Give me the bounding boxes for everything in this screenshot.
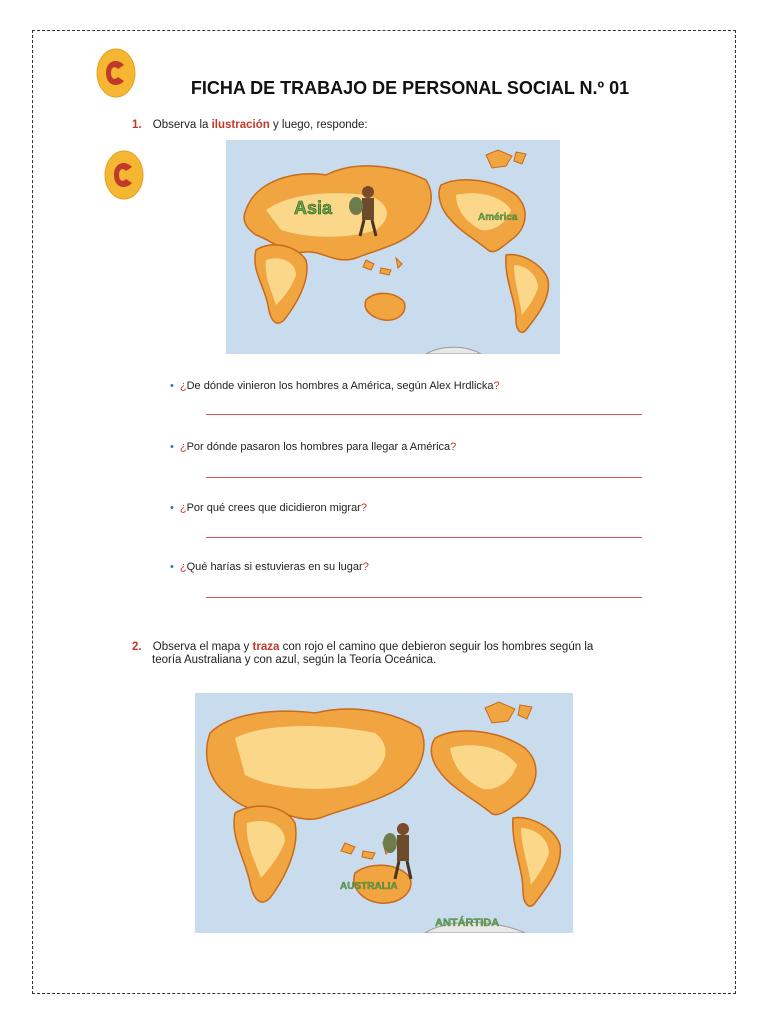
question-number: 2.	[132, 641, 142, 653]
question-bullet: • ¿Por dónde pasaron los hombres para llegar a América?	[170, 441, 457, 453]
answer-line[interactable]	[206, 537, 642, 538]
map-label-australia: AUSTRALIA	[340, 881, 398, 892]
question-1	[132, 118, 368, 133]
answer-line[interactable]	[206, 414, 642, 415]
question-highlight: ilustración	[211, 119, 270, 131]
question-text: y luego, responde:	[272, 119, 368, 131]
question-2-line-2: teoría Australiana y con azul, según la Teoría Oceánica.	[152, 654, 437, 666]
question-text: Observa la	[152, 119, 209, 131]
bullet-dot-icon: •	[170, 502, 174, 514]
bullet-dot-icon: •	[170, 441, 174, 453]
map-label-antartida: ANTÁRTIDA	[435, 917, 500, 929]
answer-line[interactable]	[206, 597, 642, 598]
question-text: Observa el mapa y	[152, 641, 250, 653]
school-logo-icon	[104, 150, 144, 200]
question-bullet: • ¿Qué harías si estuvieras en su lugar?	[170, 561, 369, 573]
world-map-australia-antarctica[interactable]	[195, 693, 573, 933]
question-highlight: traza	[252, 641, 280, 653]
world-map-asia-america	[226, 140, 560, 354]
bullet-dot-icon: •	[170, 380, 174, 392]
question-text: con rojo el camino que debieron seguir los hombres según la	[282, 641, 594, 653]
map-label-america: América	[478, 212, 518, 223]
school-logo-icon	[96, 48, 136, 98]
map-label-asia: Asia	[294, 198, 333, 218]
page-title: FICHA DE TRABAJO DE PERSONAL SOCIAL N.º 01	[190, 78, 630, 98]
question-bullet: • ¿De dónde vinieron los hombres a América, según Alex Hrdlicka?	[170, 380, 500, 392]
question-number: 1.	[132, 119, 142, 131]
answer-line[interactable]	[206, 477, 642, 478]
question-bullet: • ¿Por qué crees que dicidieron migrar?	[170, 502, 367, 514]
bullet-dot-icon: •	[170, 561, 174, 573]
